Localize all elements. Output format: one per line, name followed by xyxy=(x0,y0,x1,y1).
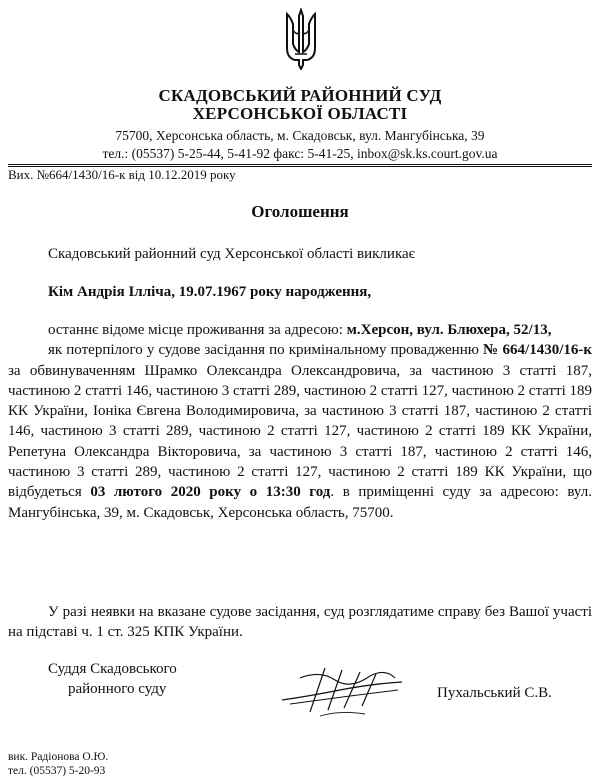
hearing-datetime: 03 лютого 2020 року о 13:30 год xyxy=(90,484,331,501)
court-name-line2: ХЕРСОНСЬКОЇ ОБЛАСТІ xyxy=(192,104,408,123)
performer-name: вик. Радіонова О.Ю. xyxy=(8,751,109,763)
summons-part3: . в приміщенні суду за адресою: вул. Мангубінська, 39, м. Скадовськ, Херсонська область, 75700. xyxy=(8,484,592,521)
summons-paragraph xyxy=(8,340,592,523)
judge-position-line1: Суддя Скадовського xyxy=(48,661,177,677)
summons-part2: за обвинуваченням Шрамко Олександра Олександровича, за частиною 3 статті 187, частиною 2 статті 146, частиною 3 статті 289, частиною 2 статті 127, частиною 2 статті 189 КК України, Іоніка Євгена Володимировича, за частиною 3 статті 187, частиною 2 статті 146, частиною 3 статті 289, частиною 2 статті 127, частиною 2 статті 189 КК України, Репетуна Олександра Вікторовича, за частиною 3 статті 187, частиною 2 статті 146, частиною 3 статті 289, частиною 2 статті 127, частиною 2 статті 189 КК України, що відбудеться xyxy=(8,362,592,501)
intro-text: Скадовський районний суд Херсонської області викликає xyxy=(48,246,416,262)
residence-paragraph xyxy=(8,320,592,340)
court-name-line1: СКАДОВСЬКИЙ РАЙОННИЙ СУД xyxy=(158,86,442,105)
residence-address: м.Херсон, вул. Блюхера, 52/13, xyxy=(346,322,552,338)
trident-emblem-icon xyxy=(283,8,319,70)
judge-position xyxy=(48,659,177,699)
summoned-person: Кім Андрія Ілліча, 19.07.1967 року народження, xyxy=(48,284,372,300)
judge-name: Пухальський С.В. xyxy=(437,685,552,701)
performer-phone: тел. (05537) 5-20-93 xyxy=(8,765,106,777)
header-divider-top xyxy=(8,164,592,165)
case-number: № 664/1430/16-к xyxy=(483,342,593,359)
residence-prefix: останнє відоме місце проживання за адресою: xyxy=(48,322,347,338)
court-contacts: тел.: (05537) 5-25-44, 5-41-92 факс: 5-41-25, inbox@sk.ks.court.gov.ua xyxy=(102,146,498,161)
document-title: Оголошення xyxy=(251,202,349,221)
absence-notice: У разі неявки на вказане судове засідання, суд розглядатиме справу без Вашої участі на підставі ч. 1 ст. 325 КПК України. xyxy=(8,604,592,641)
summons-body xyxy=(8,320,592,523)
judge-position-line2: районного суду xyxy=(68,681,167,697)
court-address: 75700, Херсонська область, м. Скадовськ, вул. Мангубінська, 39 xyxy=(115,128,485,143)
summons-part1: як потерпілого у судове засідання по кримінальному провадженню xyxy=(48,342,484,359)
handwritten-signature-icon xyxy=(280,660,405,720)
outgoing-number: Вих. №664/1430/16-к від 10.12.2019 року xyxy=(8,167,236,182)
